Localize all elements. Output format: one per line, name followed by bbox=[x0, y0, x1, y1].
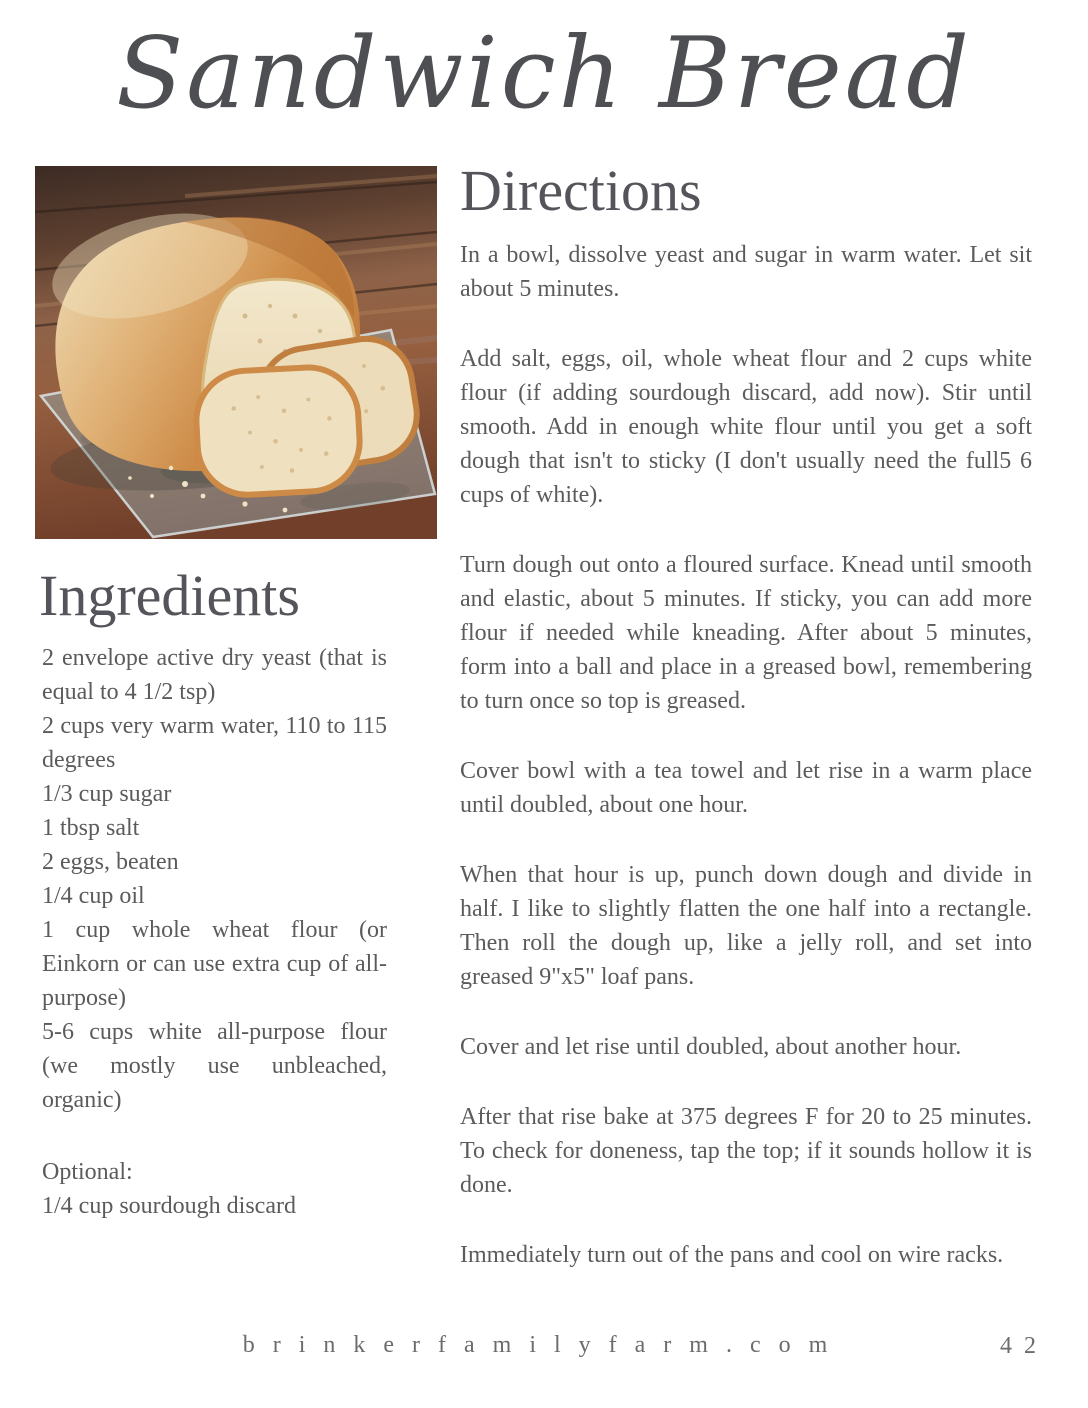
directions-paragraph: In a bowl, dissolve yeast and sugar in warm water. Let sit about 5 minutes. bbox=[460, 241, 1032, 302]
optional-label: Optional: bbox=[42, 1158, 133, 1185]
ingredient-item: 5-6 cups white all-purpose flour (we mostly use unbleached, organic) bbox=[42, 1018, 387, 1113]
directions-paragraph: Add salt, eggs, oil, whole wheat flour and 2 cups white flour (if adding sourdough discard, add now). Stir until smooth. Add in enough white flour until you get a soft dough that isn't to sticky (I don't usually need the full5 6 cups of white). bbox=[460, 345, 1032, 508]
directions-heading: Directions bbox=[460, 158, 702, 223]
optional-ingredient-item: 1/4 cup sourdough discard bbox=[42, 1192, 296, 1219]
page-number: 42 bbox=[1000, 1333, 1048, 1359]
directions-paragraph: Cover bowl with a tea towel and let rise in a warm place until doubled, about one hour. bbox=[460, 757, 1032, 818]
ingredient-item: 1/3 cup sugar bbox=[42, 780, 172, 807]
ingredient-item: 1 tbsp salt bbox=[42, 814, 140, 841]
ingredient-item: 1 cup whole wheat flour (or Einkorn or can use extra cup of all-purpose) bbox=[42, 916, 387, 1011]
directions-column bbox=[460, 156, 1032, 1308]
bread-photo bbox=[35, 166, 437, 539]
ingredients-list bbox=[42, 641, 387, 1223]
directions-paragraph: Cover and let rise until doubled, about another hour. bbox=[460, 1033, 962, 1060]
page-footer bbox=[0, 1332, 1088, 1372]
ingredient-item: 2 envelope active dry yeast (that is equal to 4 1/2 tsp) bbox=[42, 644, 387, 705]
ingredient-item: 1/4 cup oil bbox=[42, 882, 145, 909]
directions-paragraph: When that hour is up, punch down dough and divide in half. I like to slightly flatten the one half into a rectangle. Then roll the dough up, like a jelly roll, and set into greased 9"x5" loaf pans. bbox=[460, 861, 1032, 990]
page-title: Sandwich Bread bbox=[116, 17, 972, 131]
ingredient-item: 2 cups very warm water, 110 to 115 degrees bbox=[42, 712, 387, 773]
website-url: brinkerfamilyfarm.com bbox=[242, 1332, 846, 1358]
directions-paragraph: Immediately turn out of the pans and cool on wire racks. bbox=[460, 1241, 1004, 1268]
left-column bbox=[35, 166, 437, 1223]
bread-photo-illustration bbox=[35, 166, 437, 539]
ingredients-heading: Ingredients bbox=[39, 563, 300, 628]
directions-paragraph: After that rise bake at 375 degrees F for 20 to 25 minutes. To check for doneness, tap the top; if it sounds hollow it is done. bbox=[460, 1103, 1032, 1198]
ingredient-item: 2 eggs, beaten bbox=[42, 848, 179, 875]
directions-paragraph: Turn dough out onto a floured surface. Knead until smooth and elastic, about 5 minutes. If sticky, you can add more flour if needed while kneading. After about 5 minutes, form into a ball and place in a greased bowl, remembering to turn once so top is greased. bbox=[460, 551, 1032, 714]
